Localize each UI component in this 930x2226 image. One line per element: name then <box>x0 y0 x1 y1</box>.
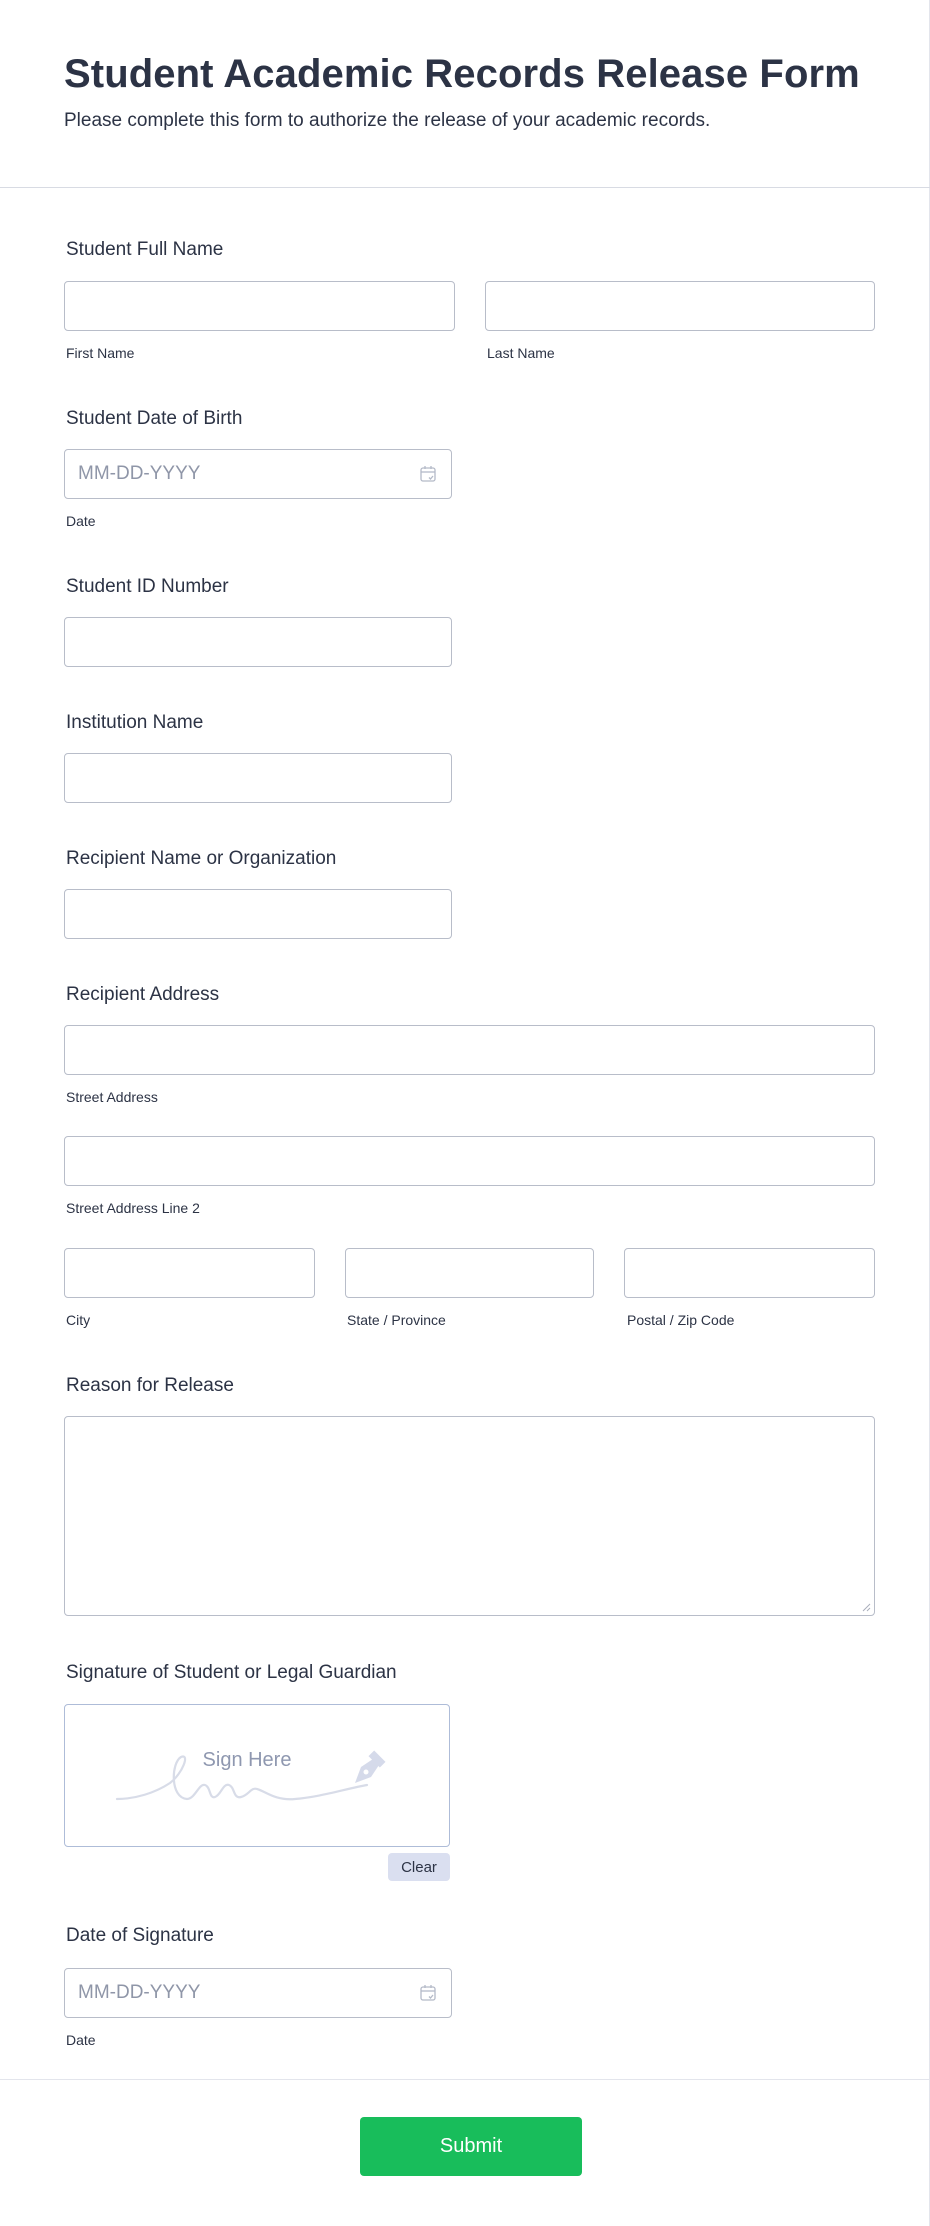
dob-input[interactable] <box>65 450 451 498</box>
city-input[interactable] <box>65 1249 314 1297</box>
calendar-icon[interactable] <box>419 1984 437 2002</box>
sign-date-label: Date of Signature <box>66 1925 214 1946</box>
student-id-label: Student ID Number <box>66 576 229 597</box>
page-subtitle: Please complete this form to authorize the release of your academic records. <box>64 110 711 131</box>
student-id-input[interactable] <box>65 618 451 666</box>
dob-field[interactable] <box>64 449 452 499</box>
state-field[interactable] <box>345 1248 594 1298</box>
footer-divider <box>0 2079 930 2080</box>
state-input[interactable] <box>346 1249 593 1297</box>
reason-field[interactable] <box>64 1416 875 1616</box>
recipient-label: Recipient Name or Organization <box>66 848 337 869</box>
address-label: Recipient Address <box>66 984 220 1005</box>
student-id-field[interactable] <box>64 617 452 667</box>
street-field[interactable] <box>64 1025 875 1075</box>
city-sublabel: City <box>66 1312 91 1328</box>
institution-label: Institution Name <box>66 712 204 733</box>
street2-sublabel: Street Address Line 2 <box>66 1200 200 1216</box>
sign-here-placeholder: Sign Here <box>202 1749 292 1771</box>
street-sublabel: Street Address <box>66 1089 158 1105</box>
reason-textarea[interactable] <box>65 1417 874 1615</box>
sign-date-sublabel: Date <box>66 2032 96 2048</box>
zip-input[interactable] <box>625 1249 874 1297</box>
clear-signature-button[interactable]: Clear <box>388 1853 450 1881</box>
first-name-sublabel: First Name <box>66 345 135 361</box>
first-name-input[interactable] <box>65 282 454 330</box>
institution-field[interactable] <box>64 753 452 803</box>
signature-pad[interactable] <box>64 1704 450 1847</box>
zip-field[interactable] <box>624 1248 875 1298</box>
recipient-field[interactable] <box>64 889 452 939</box>
first-name-field[interactable] <box>64 281 455 331</box>
street2-input[interactable] <box>65 1137 874 1185</box>
last-name-field[interactable] <box>485 281 875 331</box>
full-name-label: Student Full Name <box>66 239 224 260</box>
institution-input[interactable] <box>65 754 451 802</box>
submit-button[interactable]: Submit <box>360 2117 582 2176</box>
recipient-input[interactable] <box>65 890 451 938</box>
dob-sublabel: Date <box>66 513 96 529</box>
city-field[interactable] <box>64 1248 315 1298</box>
street2-field[interactable] <box>64 1136 875 1186</box>
street-input[interactable] <box>65 1026 874 1074</box>
sign-date-input[interactable] <box>65 1969 451 2017</box>
page-title: Student Academic Records Release Form <box>64 52 860 96</box>
sign-date-field[interactable] <box>64 1968 452 2018</box>
calendar-icon[interactable] <box>419 465 437 483</box>
last-name-input[interactable] <box>486 282 874 330</box>
dob-label: Student Date of Birth <box>66 408 243 429</box>
form-header <box>0 0 930 188</box>
state-sublabel: State / Province <box>347 1312 446 1328</box>
resize-grip-icon[interactable] <box>861 1602 871 1612</box>
reason-label: Reason for Release <box>66 1375 234 1396</box>
zip-sublabel: Postal / Zip Code <box>627 1312 735 1328</box>
last-name-sublabel: Last Name <box>487 345 555 361</box>
signature-label: Signature of Student or Legal Guardian <box>66 1662 397 1683</box>
